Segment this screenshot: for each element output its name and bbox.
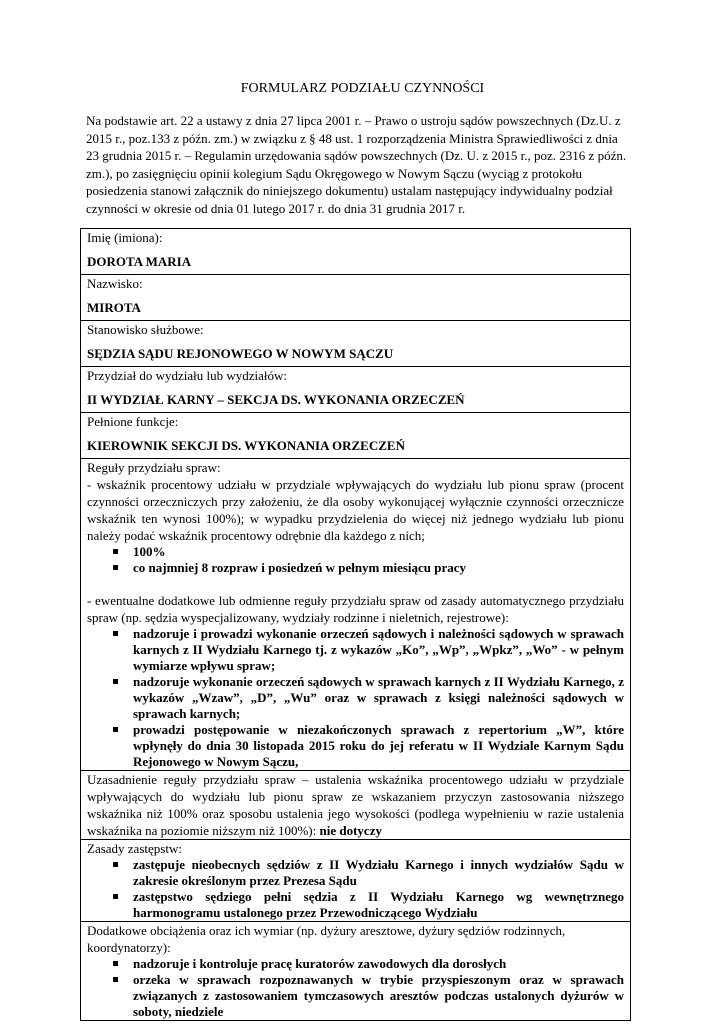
- list-item: zastępstwo sędziego pełni sędzia z II Wydziału Karnego wg wewnętrznego harmonogramu ustalonego przez Przewodniczącego Wydziału: [133, 889, 624, 920]
- position-label: Stanowisko służbowe:: [87, 322, 204, 337]
- position-value: SĘDZIA SĄDU REJONOWEGO W NOWYM SĄCZU: [87, 346, 394, 361]
- last-name-value: MIROTA: [87, 300, 141, 315]
- rules-additional-text: - ewentualne dodatkowe lub odmienne reguły przydziału spraw od zasady automatycznego przydziału spraw (np. sędzia wyspecjalizowany, wydziały rodzinne i nieletnich, rejestrowe):: [87, 593, 624, 625]
- row-functions: [81, 413, 631, 459]
- list-item: orzeka w sprawach rozpoznawanych w trybie przyspieszonym oraz w sprawach związanych z zastosowaniem tymczasowych aresztów podczas ustalonych dyżurów w soboty, niedziele: [133, 972, 624, 1019]
- row-first-name: [81, 229, 631, 275]
- functions-label: Pełnione funkcje:: [87, 414, 179, 429]
- row-position: [81, 321, 631, 367]
- first-name-value: DOROTA MARIA: [87, 254, 192, 269]
- list-item: co najmniej 8 rozpraw i posiedzeń w pełnym miesiącu pracy: [133, 560, 624, 576]
- row-last-name: [81, 275, 631, 321]
- list-item: nadzoruje i kontroluje pracę kuratorów zawodowych dla dorosłych: [133, 956, 624, 972]
- list-item: nadzoruje wykonanie orzeczeń sądowych w sprawach karnych z II Wydziału Karnego, z wykazów „Wzaw”, „D”, „Wu” oraz w sprawach z księgi należności sądowych w sprawach karnych;: [133, 674, 624, 721]
- row-substitution: [81, 840, 631, 922]
- document-title: FORMULARZ PODZIAŁU CZYNNOŚCI: [240, 81, 485, 96]
- row-rules: [81, 459, 631, 771]
- rules-indicator-list: [87, 544, 624, 576]
- rules-additional-list: [87, 626, 624, 770]
- list-item: zastępuje nieobecnych sędziów z II Wydziału Karnego i innych wydziałów Sądu w zakresie określonym przez Prezesa Sądu: [133, 857, 624, 888]
- justification-value: nie dotyczy: [319, 823, 382, 838]
- list-item: prowadzi postępowanie w niezakończonych sprawach z repertorium „W”, które wpłynęły do dnia 30 listopada 2015 roku do jej referatu w II Wydziale Karnym Sądu Rejonowego w Nowym Sączu,: [133, 722, 624, 769]
- row-extra-duties: [81, 922, 631, 1021]
- rules-indicator-text: - wskaźnik procentowy udziału w przydziale wpływających do wydziału lub pionu spraw (procent czynności orzeczniczych przy założeniu, że dla osoby wykonującej wyłącznie czynności orzecznicze wskaźnik ten wynosi 100%); w wypadku przydzielenia do więcej niż jednego wydziału lub pionu należy podać wskaźnik procentowy odrębnie dla każdego z nich;: [87, 477, 624, 543]
- substitution-list: [87, 857, 624, 921]
- list-item: nadzoruje i prowadzi wykonanie orzeczeń sądowych i należności sądowych w sprawach karnych z II Wydziału Karnego tj. z wykazów „Ko”, „Wp”, „Wpkz”, „Wo” - w pełnym wymiarze wpływu spraw;: [133, 626, 624, 673]
- last-name-label: Nazwisko:: [87, 276, 143, 291]
- rules-label: Reguły przydziału spraw:: [87, 460, 221, 475]
- substitution-label: Zasady zastępstw:: [87, 841, 182, 856]
- assignment-form-table: [80, 228, 631, 1021]
- first-name-label: Imię (imiona):: [87, 230, 163, 245]
- row-division: [81, 367, 631, 413]
- list-item: 100%: [133, 544, 624, 560]
- row-justification: [81, 771, 631, 840]
- division-value: II WYDZIAŁ KARNY – SEKCJA DS. WYKONANIA ORZECZEŃ: [87, 392, 465, 407]
- functions-value: KIEROWNIK SEKCJI DS. WYKONANIA ORZECZEŃ: [87, 438, 405, 453]
- extra-duties-list: [87, 956, 624, 1020]
- intro-paragraph: Na podstawie art. 22 a ustawy z dnia 27 lipca 2001 r. – Prawo o ustroju sądów powszechnych (Dz.U. z 2015 r., poz.133 z późn. zm.) w związku z § 48 ust. 1 rozporządzenia Ministra Sprawiedliwości z dnia 23 grudnia 2015 r. – Regulamin urzędowania sądów powszechnych (Dz. U. z 2015 r., poz. 2316 z późn. zm.), po zasięgnięciu opinii kolegium Sądu Okręgowego w Nowym Sączu (wyciąg z protokołu posiedzenia stanowi załącznik do niniejszego dokumentu) ustalam następujący indywidualny podział czynności w okresie od dnia 01 lutego 2017 r. do dnia 31 grudnia 2017 r.: [86, 113, 627, 216]
- division-label: Przydział do wydziału lub wydziałów:: [87, 368, 288, 383]
- justification-text: Uzasadnienie reguły przydziału spraw – ustalenia wskaźnika procentowego udziału w przydziale wpływających do wydziału lub pionu spraw ze wskazaniem przyczyn zastosowania niższego wskaźnika niż 100% oraz sposobu ustalenia jego wysokości (podlega wypełnieniu w razie ustalenia wskaźnika na poziomie niższym niż 100%): nie dotyczy: [87, 772, 624, 838]
- extra-duties-label: Dodatkowe obciążenia oraz ich wymiar (np. dyżury aresztowe, dyżury sędziów rodzinnych, koordynatorzy):: [87, 923, 566, 955]
